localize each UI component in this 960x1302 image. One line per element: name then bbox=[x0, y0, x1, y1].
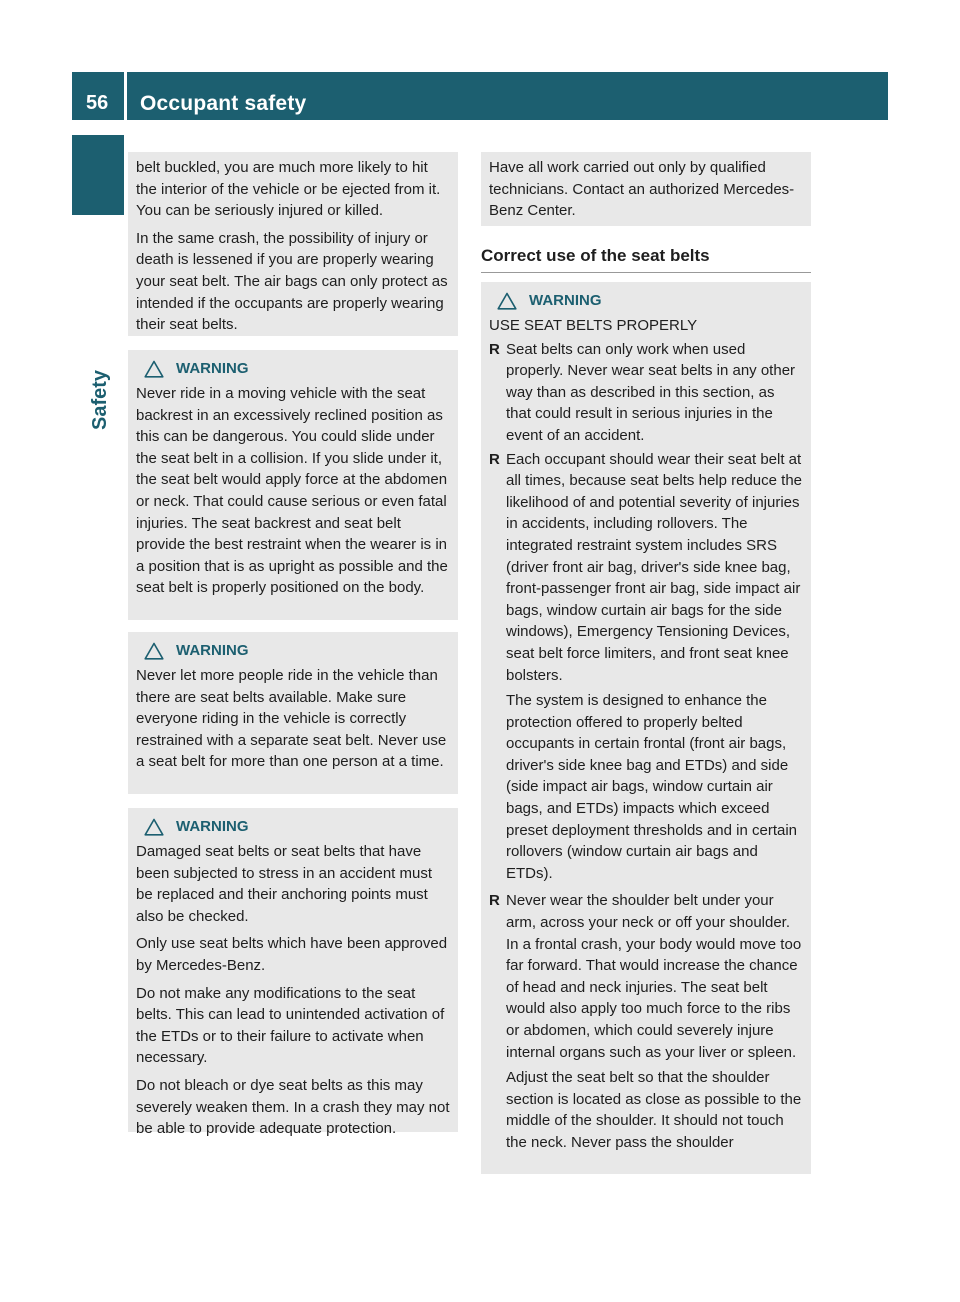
list-item bbox=[489, 339, 803, 447]
paragraph: In the same crash, the possibility of injury or death is lessened if you are properly wearing your seat belt. The air bags can only protect as intended if the occupants are properly wearing their seat belts. bbox=[136, 229, 448, 334]
warning-header bbox=[144, 639, 450, 663]
warning-label: WARNING bbox=[529, 292, 602, 310]
warning-header bbox=[144, 815, 450, 839]
bullet-subparagraph: The system is designed to enhance the protection offered to properly belted occupants in certain frontal (front air bags, driver's side knee bag and ETDs) and side (side impact air bags, window curtain air bags, and ETDs) impacts which exceed preset deployment thresholds and in certain rollovers (window curtain air bags and ETDs). bbox=[506, 692, 798, 882]
continued-text-box bbox=[128, 152, 458, 336]
bullet-mark: R bbox=[489, 340, 500, 358]
warning-box bbox=[128, 350, 458, 620]
bullet-mark: R bbox=[489, 892, 500, 910]
warning-label: WARNING bbox=[176, 818, 249, 836]
paragraph: Have all work carried out only by qualified technicians. Contact an authorized Mercedes-Benz Center. bbox=[489, 159, 795, 220]
warning-triangle-icon bbox=[144, 818, 164, 836]
paragraph: belt buckled, you are much more likely to hit the interior of the vehicle or be ejected from it. You can be seriously injured or killed. bbox=[136, 159, 441, 220]
paragraph: Never let more people ride in the vehicle than there are seat belts available. Make sure everyone riding in the vehicle is correctly restrained with a separate seat belt. Never use a seat belt for more than one person at a time. bbox=[136, 667, 447, 771]
warning-intro: USE SEAT BELTS PROPERLY bbox=[489, 317, 698, 334]
page-number: 56 bbox=[86, 92, 109, 114]
bullet-subparagraph: Adjust the seat belt so that the shoulder section is located as close as possible to the middle of the shoulder. It should not touch the neck. Never pass the shoulder bbox=[506, 1069, 802, 1151]
paragraph: Damaged seat belts or seat belts that have been subjected to stress in an accident must be replaced and their anchoring points must also be checked. bbox=[136, 843, 433, 925]
bullet-mark: R bbox=[489, 450, 500, 468]
warning-header bbox=[497, 289, 803, 313]
paragraph: Do not make any modifications to the seat belts. This can lead to unintended activation of the ETDs or to their failure to activate when necessary. bbox=[136, 984, 445, 1067]
section-tab-label: Safety bbox=[89, 369, 111, 431]
warning-box bbox=[481, 282, 811, 1174]
bullet-text: Each occupant should wear their seat belt at all times, because seat belts help reduce the likelihood of and potential severity of injuries in accidents, including rollovers. The integrated restraint system includes SRS (driver front air bag, driver's side knee bag, front-passenger front air bag, side impact air bags, window curtain air bags for the side windows), Emergency Tensioning Devices, seat belt force limiters, and front seat knee bolsters. bbox=[506, 450, 803, 684]
section-tab-marker bbox=[72, 135, 124, 215]
header-divider bbox=[124, 72, 127, 120]
warning-triangle-icon bbox=[144, 360, 164, 378]
warning-label: WARNING bbox=[176, 360, 249, 378]
bullet-text: Seat belts can only work when used properly. Never wear seat belts in any other way than as described in this section, as that could result in serious injuries in the event of an accident. bbox=[506, 340, 796, 444]
note-box bbox=[481, 152, 811, 226]
warning-header bbox=[144, 357, 450, 381]
paragraph: Do not bleach or dye seat belts as this may severely weaken them. In a crash they may not be able to provide adequate protection. bbox=[136, 1076, 450, 1138]
page-title: Occupant safety bbox=[140, 92, 307, 115]
list-item bbox=[489, 890, 803, 1063]
section-heading: Correct use of the seat belts bbox=[481, 246, 811, 273]
warning-box bbox=[128, 632, 458, 794]
paragraph: Only use seat belts which have been approved by Mercedes-Benz. bbox=[136, 935, 448, 974]
list-item bbox=[489, 449, 803, 687]
warning-triangle-icon bbox=[144, 642, 164, 660]
warning-box bbox=[128, 808, 458, 1138]
paragraph: Never ride in a moving vehicle with the seat backrest in an excessively reclined position as this can be dangerous. You could slide under the seat belt in a collision. If you slide under it, the seat belt would apply force at the abdomen or neck. That could cause serious or even fatal injuries. The seat backrest and seat belt provide the best restraint when the wearer is in a position that is as upright as possible and the seat belt is properly positioned on the body. bbox=[136, 385, 448, 597]
bullet-text: Never wear the shoulder belt under your arm, across your neck or off your shoulder. In a frontal crash, your body would move too far forward. That would increase the chance of head and neck injuries. The seat belt would also apply too much force to the ribs or abdomen, which could severely injure internal organs such as your liver or spleen. bbox=[506, 892, 802, 1061]
warning-label: WARNING bbox=[176, 642, 249, 660]
warning-triangle-icon bbox=[497, 292, 517, 310]
